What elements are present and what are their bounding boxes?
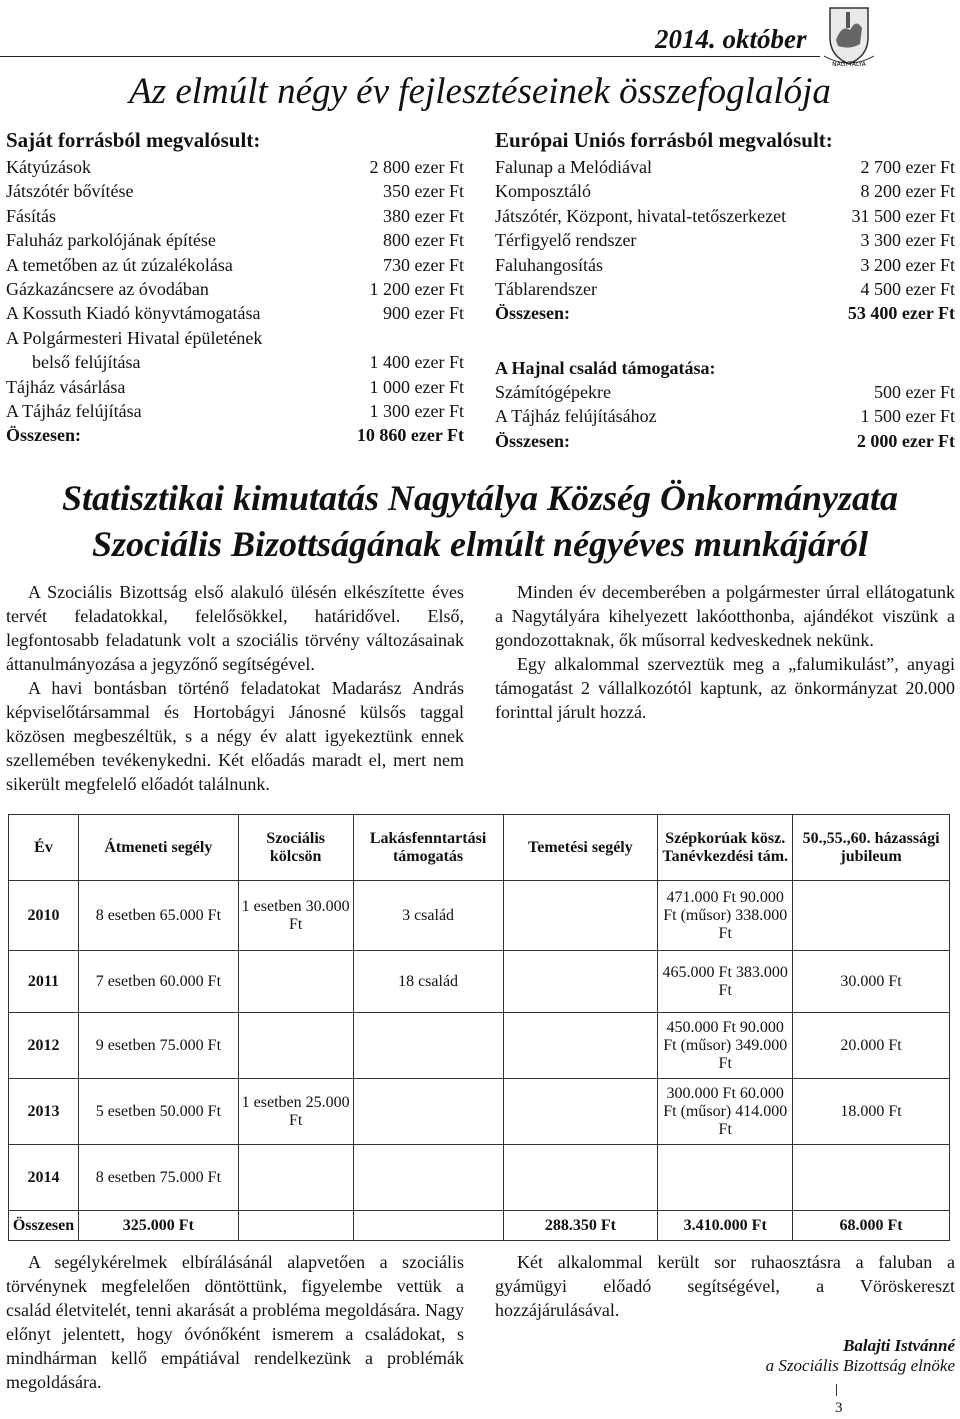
total-label: Összesen: [495, 430, 570, 451]
table-cell-kolcson [238, 1013, 353, 1079]
total-szepkor: 3.410.000 Ft [658, 1211, 793, 1241]
total-label: Összesen: [6, 425, 81, 446]
total-lakas [353, 1211, 503, 1241]
item-value: 2 700 ezer Ft [860, 157, 955, 177]
table-cell-szepkor: 465.000 Ft 383.000 Ft [658, 951, 793, 1013]
table-cell-lakas: 3 család [353, 881, 503, 951]
item-label: Gázkazáncsere az óvodában [6, 279, 209, 299]
table-cell-temetesi [503, 1145, 658, 1211]
table-cell-jubileum [793, 1145, 950, 1211]
header-rule [0, 56, 820, 57]
list-item [495, 382, 955, 403]
eu-funding-heading: Európai Uniós forrásból megvalósult: [495, 128, 833, 152]
intro-left-column [6, 580, 464, 796]
own-funding-heading: Saját forrásból megvalósult: [6, 128, 261, 152]
page-number-rule [836, 1384, 837, 1396]
table-row [9, 881, 950, 951]
table-cell-temetesi [503, 951, 658, 1013]
item-label: Kátyúzások [6, 157, 91, 177]
list-item [495, 157, 955, 178]
table-cell-lakas [353, 1079, 503, 1145]
item-value: 1 400 ezer Ft [369, 352, 464, 373]
list-item [6, 303, 464, 324]
list-item [6, 255, 464, 276]
item-label: Játszótér, Központ, hivatal-tetőszerkezet [495, 205, 787, 226]
table-row [9, 1013, 950, 1079]
list-item [495, 279, 955, 300]
table-cell-lakas [353, 1013, 503, 1079]
table-header: Szépkorúak kösz. Tanévkezdési tám. [658, 815, 793, 881]
table-cell-jubileum: 18.000 Ft [793, 1079, 950, 1145]
item-label: A Kossuth Kiadó könyvtámogatása [6, 303, 261, 324]
statistics-title-line2: Szociális Bizottságának elmúlt négyéves munkájáról [91, 524, 869, 564]
item-value: 2 800 ezer Ft [369, 157, 464, 177]
list-item [6, 401, 464, 422]
table-header: Lakásfenntartási támogatás [353, 815, 503, 881]
table-header: Szociális kölcsön [238, 815, 353, 881]
table-cell-kolcson [238, 951, 353, 1013]
item-value: 3 300 ezer Ft [860, 230, 955, 251]
item-label: A Polgármesteri Hivatal épületének [6, 327, 263, 348]
list-item [495, 181, 955, 202]
item-value: 500 ezer Ft [874, 382, 955, 402]
list-item [6, 230, 464, 251]
table-cell-year: 2011 [9, 951, 79, 1013]
table-header: Temetési segély [503, 815, 658, 881]
table-cell-jubileum: 20.000 Ft [793, 1013, 950, 1079]
list-item [495, 406, 955, 427]
total-value: 53 400 ezer Ft [847, 303, 955, 324]
issue-date: 2014. október [655, 24, 807, 54]
item-label: Játszótér bővítése [6, 181, 134, 202]
item-label: Faluház parkolójának építése [6, 230, 216, 251]
table-cell-atmeneti: 8 esetben 65.000 Ft [78, 881, 238, 951]
table-cell-lakas: 18 család [353, 951, 503, 1013]
table-cell-kolcson: 1 esetben 30.000 Ft [238, 881, 353, 951]
page-title: Az elmúlt négy év fejlesztéseinek összefoglalója [129, 71, 831, 112]
list-item [495, 255, 955, 276]
item-value: 1 200 ezer Ft [369, 279, 464, 299]
table-cell-jubileum [793, 881, 950, 951]
table-cell-kolcson: 1 esetben 25.000 Ft [238, 1079, 353, 1145]
svg-text:NAGYTÁLYA: NAGYTÁLYA [832, 61, 866, 68]
item-value: 3 200 ezer Ft [860, 254, 955, 275]
total-atmeneti: 325.000 Ft [78, 1211, 238, 1241]
table-cell-year: 2010 [9, 881, 79, 951]
item-value: 730 ezer Ft [383, 254, 464, 275]
item-label: Térfigyelő rendszer [495, 230, 637, 251]
statistics-title-line1: Statisztikai kimutatás Nagytálya Község Önkormányzata [61, 478, 899, 518]
item-value: 1 300 ezer Ft [369, 401, 464, 421]
total-row [495, 303, 955, 324]
table-header: Év [9, 815, 79, 881]
signature-role: a Szociális Bizottság elnöke [765, 1356, 955, 1375]
table-header: Átmeneti segély [78, 815, 238, 881]
total-jubileum: 68.000 Ft [793, 1211, 950, 1241]
item-value: 1 000 ezer Ft [369, 376, 464, 397]
item-value: 4 500 ezer Ft [860, 279, 955, 299]
list-item [495, 230, 955, 251]
table-cell-lakas [353, 1145, 503, 1211]
item-value: 8 200 ezer Ft [860, 181, 955, 202]
paragraph: Minden év decemberében a polgármester úrral ellátogatunk a Nagytályára kihelyezett lakóotthonba, ajándékot viszünk a gondozottaknak, ők műsorral kedveskednek nekünk. [495, 582, 955, 650]
item-label: Számítógépekre [495, 382, 611, 402]
list-item [6, 157, 464, 178]
total-label: Összesen [9, 1211, 79, 1241]
item-label: Komposztáló [495, 181, 591, 202]
table-row [9, 1145, 950, 1211]
table-cell-year: 2012 [9, 1013, 79, 1079]
paragraph: Két alkalommal került sor ruhaosztásra a faluban a gyámügyi előadó segítségével, a Vöröskereszt hozzájárulásával. [495, 1252, 955, 1320]
item-label: A Tájház felújítása [6, 401, 142, 421]
table-cell-kolcson [238, 1145, 353, 1211]
item-value: 350 ezer Ft [383, 181, 464, 202]
closing-left-column [6, 1250, 464, 1394]
item-label: Falunap a Melódiával [495, 157, 652, 177]
table-cell-atmeneti: 8 esetben 75.000 Ft [78, 1145, 238, 1211]
table-row [9, 951, 950, 1013]
coat-of-arms-icon [824, 4, 874, 68]
closing-right-column [495, 1250, 955, 1376]
table-cell-jubileum: 30.000 Ft [793, 951, 950, 1013]
paragraph: A Szociális Bizottság első alakuló ülésén elkészítette éves tervét feladatokkal, felelősökkel, határidővel. Első, legfontosabb feladatunk volt a szociális törvény változásainak áttanulmányozása a jegyzőnő segítségével. [6, 582, 464, 674]
table-cell-atmeneti: 5 esetben 50.000 Ft [78, 1079, 238, 1145]
total-row [6, 425, 464, 446]
table-cell-year: 2014 [9, 1145, 79, 1211]
list-item [6, 328, 464, 349]
total-row [495, 431, 955, 452]
item-value: 1 500 ezer Ft [860, 406, 955, 427]
table-cell-szepkor: 450.000 Ft 90.000 Ft (műsor) 349.000 Ft [658, 1013, 793, 1079]
list-item [6, 181, 464, 202]
table-cell-szepkor: 300.000 Ft 60.000 Ft (műsor) 414.000 Ft [658, 1079, 793, 1145]
paragraph: A segélykérelmek elbírálásánál alapvetően a szociális törvénynek megfelelően döntöttünk, figyelembe vettük a család életvitelét, tenni akarását a probléma megoldására. Nagy előnyt jelentett, hogy óvónőként ismerem a családokat, s mindhárman kellő empátiával rendelkezünk a problémák megoldására. [6, 1252, 464, 1392]
table-cell-temetesi [503, 1013, 658, 1079]
total-label: Összesen: [495, 303, 570, 324]
list-item [6, 279, 464, 300]
statistics-table [8, 814, 950, 1241]
paragraph: A havi bontásban történő feladatokat Madarász András képviselőtársammal és Hortobágyi Jánosné külsős taggal közösen megbeszéltük, s a négy év alatt igyekeztünk ennek szellemében tevékenykedni. Két előadás maradt el, mert nem sikerült megfelelő előadót találnunk. [6, 678, 464, 794]
total-value: 10 860 ezer Ft [356, 425, 464, 446]
item-label: A temetőben az út zúzalékolása [6, 254, 233, 275]
item-value: 380 ezer Ft [383, 205, 464, 226]
total-value: 2 000 ezer Ft [856, 430, 955, 451]
list-item [6, 377, 464, 398]
hajnal-heading: A Hajnal család támogatása: [495, 358, 716, 378]
item-label: Faluhangosítás [495, 254, 603, 275]
item-label: Tájház vásárlása [6, 376, 126, 397]
item-value: 31 500 ezer Ft [851, 205, 955, 226]
list-item [6, 206, 464, 227]
list-item [495, 206, 955, 227]
table-cell-szepkor: 471.000 Ft 90.000 Ft (műsor) 338.000 Ft [658, 881, 793, 951]
table-cell-temetesi [503, 881, 658, 951]
paragraph: Egy alkalommal szerveztük meg a „falumikulást”, anyagi támogatást 2 vállalkozótól kaptunk, az önkormányzat 20.000 forinttal járult hozzá. [495, 654, 955, 722]
item-label: Táblarendszer [495, 279, 597, 299]
table-cell-atmeneti: 9 esetben 75.000 Ft [78, 1013, 238, 1079]
item-value: 800 ezer Ft [383, 230, 464, 251]
signature-name: Balajti Istvánné [843, 1336, 955, 1355]
page-number: 3 [835, 1400, 843, 1416]
item-label: belső felújítása [32, 352, 141, 373]
table-cell-atmeneti: 7 esetben 60.000 Ft [78, 951, 238, 1013]
table-cell-year: 2013 [9, 1079, 79, 1145]
item-value: 900 ezer Ft [383, 303, 464, 324]
table-row [9, 1079, 950, 1145]
item-label: Fásítás [6, 205, 57, 226]
table-cell-szepkor [658, 1145, 793, 1211]
list-item [6, 352, 464, 373]
total-kolcson [238, 1211, 353, 1241]
item-label: A Tájház felújításához [495, 406, 657, 427]
total-temetesi: 288.350 Ft [503, 1211, 658, 1241]
intro-right-column [495, 580, 955, 724]
table-header: 50.,55.,60. házassági jubileum [793, 815, 950, 881]
table-cell-temetesi [503, 1079, 658, 1145]
